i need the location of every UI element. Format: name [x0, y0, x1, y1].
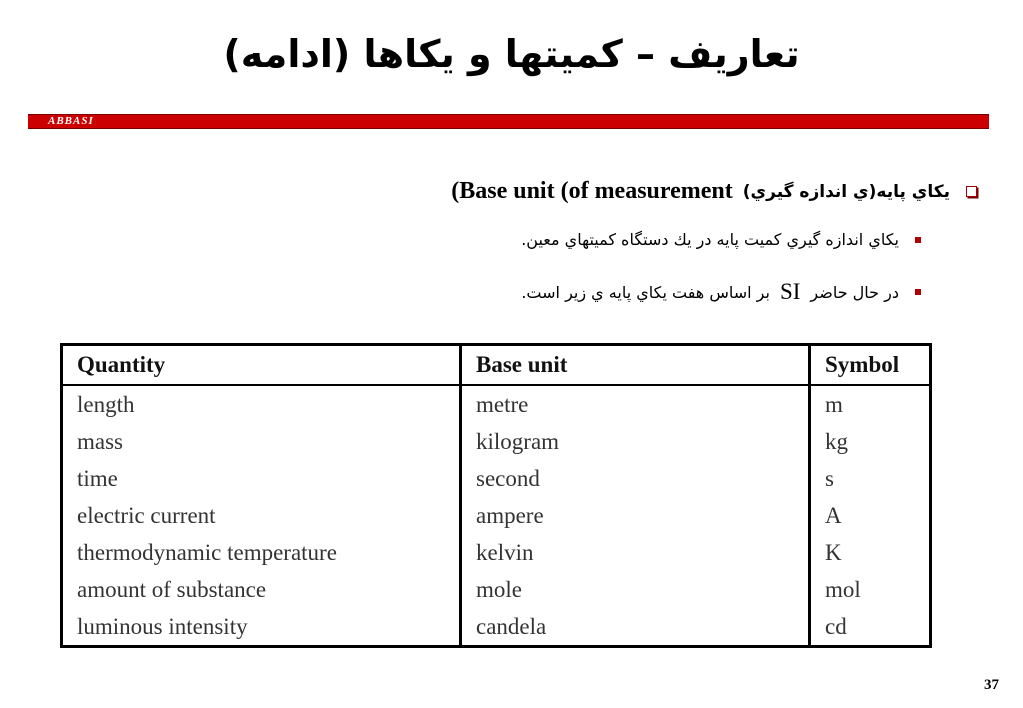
cell-symbol: s — [825, 465, 834, 491]
main-bullet — [451, 178, 977, 205]
cell-base-unit: mole — [461, 571, 810, 608]
author-logo: ABBASI — [48, 115, 94, 127]
cell-symbol: K — [825, 539, 842, 565]
cell-quantity: time — [62, 460, 461, 497]
sub-bullet-si — [521, 279, 921, 305]
table-row — [62, 534, 931, 571]
cell-quantity: electric current — [62, 497, 461, 534]
table-row — [62, 497, 931, 534]
table-row — [62, 385, 931, 423]
sub-bullet-text: يكاي اندازه گيري كميت پايه در يك دستگاه كميتهاي معين. — [521, 230, 899, 249]
cell-symbol: m — [825, 391, 843, 417]
cell-quantity: luminous intensity — [62, 608, 461, 647]
header-symbol: Symbol — [810, 345, 931, 386]
slide-title: تعاریف – کمیتها و یکاها (ادامه) — [223, 32, 800, 76]
cell-symbol: mol — [825, 576, 861, 602]
cell-symbol: cd — [825, 613, 847, 639]
cell-base-unit: metre — [461, 385, 810, 423]
sub-bullet-definition — [521, 230, 921, 249]
cell-quantity: mass — [62, 423, 461, 460]
filled-square-bullet-icon — [915, 237, 921, 243]
header-base-unit: Base unit — [461, 345, 810, 386]
table-row — [62, 423, 931, 460]
cell-base-unit: second — [461, 460, 810, 497]
main-bullet-english: (Base unit (of measurement — [451, 178, 733, 204]
cell-quantity: thermodynamic temperature — [62, 534, 461, 571]
cell-base-unit: ampere — [461, 497, 810, 534]
filled-square-bullet-icon — [915, 289, 921, 295]
table-row — [62, 571, 931, 608]
cell-base-unit: candela — [461, 608, 810, 647]
cell-quantity: amount of substance — [62, 571, 461, 608]
si-label: SI — [779, 279, 801, 304]
table-row — [62, 608, 931, 647]
cell-symbol: A — [825, 502, 842, 528]
header-rule-bar — [28, 114, 989, 129]
hollow-square-bullet-icon — [966, 186, 977, 197]
cell-symbol: kg — [825, 428, 848, 454]
sub-bullet-after: بر اساس هفت يكاي پايه ي زير است. — [521, 282, 770, 302]
main-bullet-persian: يكاي پايه(ي اندازه گيري) — [742, 181, 950, 202]
sub-bullet-before: در حال حاضر — [810, 282, 899, 302]
cell-quantity: length — [62, 385, 461, 423]
cell-base-unit: kilogram — [461, 423, 810, 460]
header-quantity: Quantity — [62, 345, 461, 386]
table-header-row — [62, 345, 931, 386]
si-base-units-table — [60, 343, 932, 648]
page-number: 37 — [984, 677, 999, 693]
table-row — [62, 460, 931, 497]
cell-base-unit: kelvin — [461, 534, 810, 571]
